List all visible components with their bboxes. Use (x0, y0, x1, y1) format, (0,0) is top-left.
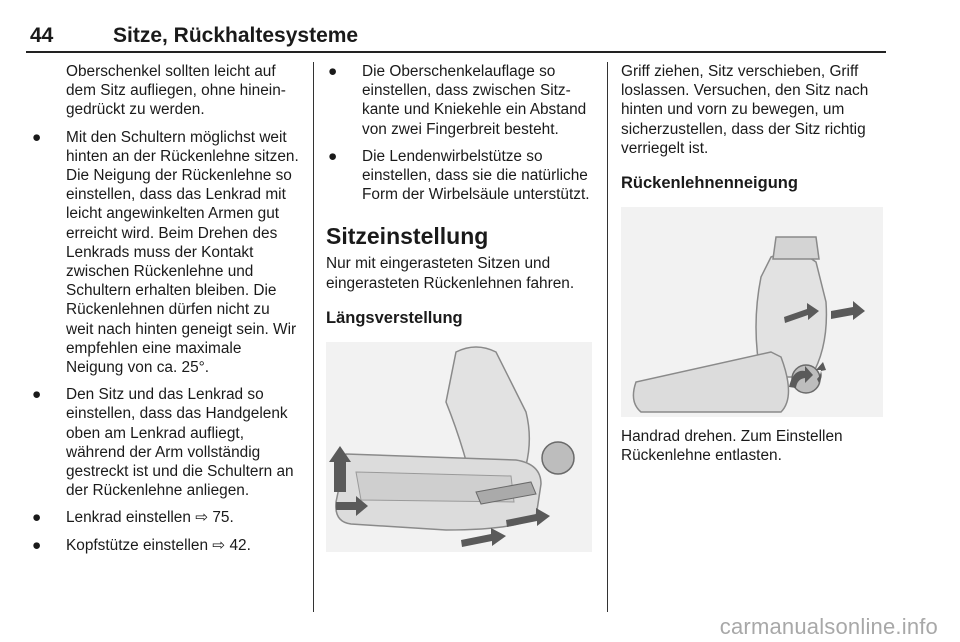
column-1 (30, 62, 300, 563)
section-paragraph: Nur mit eingerasteten Sitzen und eingerasteten Rückenlehnen fahren. (326, 255, 575, 292)
caption-paragraph: Handrad drehen. Zum Einstellen Rückenlehne entlasten. (621, 428, 843, 465)
bullet: ● (32, 509, 42, 527)
subheading-laengsverstellung: Längsverstellung (326, 308, 463, 327)
bullet: ● (32, 128, 42, 146)
bullet: ● (32, 386, 42, 404)
list-item-text: Mit den Schultern möglichst weit hinten an der Rückenlehne sitzen. Die Neigung der Rückenlehne so einstellen, dass das Lenkrad mit leicht angewinkelten Armen gut erreicht wird. Beim Drehen des Lenkrads muss der Kontakt zwischen Rückenlehne und Schultern erhalten bleiben. Die Rückenlehnen dürfen nicht zu weit nach hinten geneigt sein. Wir empfehlen eine maximale Neigung von ca. 25°. (66, 128, 299, 377)
column-divider (607, 62, 608, 612)
intro-paragraph: Griff ziehen, Sitz verschieben, Griff loslassen. Versuchen, den Sitz nach hinten und vorn zu bewegen, um sicherzustellen, dass der Sitz richtig verriegelt ist. (621, 63, 869, 157)
page-title: Sitze, Rückhaltesysteme (113, 24, 359, 47)
list-item (326, 62, 596, 139)
list-item (326, 147, 596, 205)
list-item-text[interactable]: Kopfstütze einstellen ⇨ 42. (66, 536, 251, 554)
continued-text: Oberschenkel sollten leicht auf dem Sitz aufliegen, ohne hineingedrückt zu werden. (66, 63, 286, 119)
list-item-text[interactable]: Lenkrad einstellen ⇨ 75. (66, 509, 234, 527)
bullet: ● (328, 63, 338, 80)
page-number: 44 (30, 24, 54, 47)
list-item-text: Die Lendenwirbelstütze so einstellen, dass sie die natürliche Form der Wirbelsäule unterstützt. (362, 147, 590, 204)
list-item (30, 385, 300, 500)
section-heading: Sitzeinstellung (326, 223, 489, 250)
watermark: carmanualsonline.info (719, 614, 938, 639)
seat-recline-illustration (621, 207, 883, 417)
list-item (30, 536, 300, 555)
list-item (30, 508, 300, 527)
list-item-text: Die Oberschenkelauflage so einstellen, dass zwischen Sitzkante und Kniekehle ein Abstand von zwei Fingerbreit besteht. (362, 63, 587, 138)
bullet: ● (328, 147, 338, 165)
bullet: ● (32, 536, 42, 554)
column-2 (326, 62, 596, 562)
subheading-rueckenlehnenneigung: Rückenlehnenneigung (621, 174, 798, 193)
column-3 (621, 62, 891, 478)
column-divider (313, 62, 314, 612)
list-item (30, 128, 300, 378)
header-rule (26, 51, 886, 53)
list-item-text: Den Sitz und das Lenkrad so einstellen, dass das Handgelenk oben am Lenkrad aufliegt, während der Arm vollständig gestreckt ist und die Schultern an der Rückenlehne anliegen. (66, 386, 294, 500)
seat-longitudinal-illustration (326, 342, 592, 552)
